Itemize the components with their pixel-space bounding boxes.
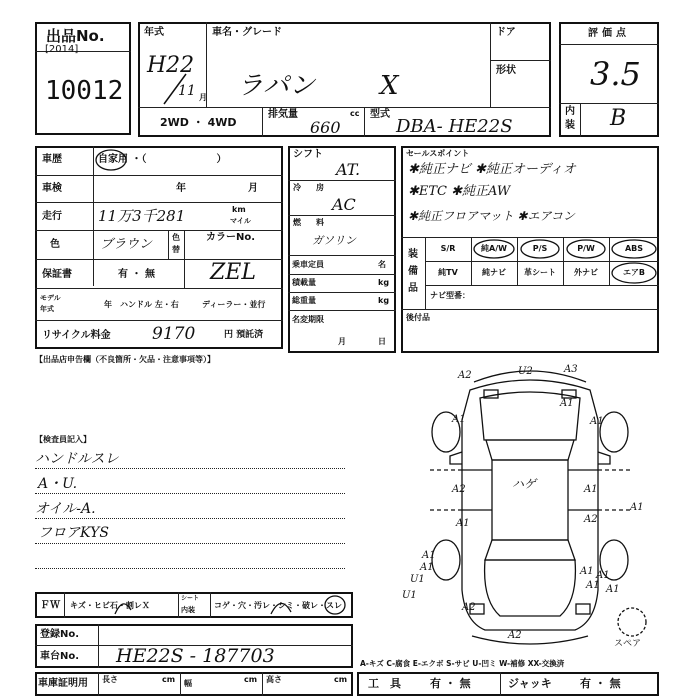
ac-label-1: 冷 bbox=[293, 183, 301, 192]
length-label: 長さ bbox=[102, 675, 118, 684]
score-value: 3.5 bbox=[590, 55, 641, 93]
cc-unit: cc bbox=[350, 109, 360, 118]
fw-label: ＦＷ bbox=[40, 600, 60, 611]
color-label: 色 bbox=[50, 239, 60, 250]
equip-ps: P/S bbox=[532, 244, 548, 253]
damage-mark: A1 bbox=[452, 414, 466, 425]
seat-label-2: 内装 bbox=[181, 606, 195, 614]
equip-abs: ABS bbox=[624, 244, 644, 253]
damage-mark: A1 bbox=[580, 566, 594, 577]
color-no-value: ZEL bbox=[210, 260, 256, 285]
equip-circle-marks bbox=[401, 237, 659, 285]
seat-items: コゲ・穴・汚レ・シミ・破レ・スレ bbox=[214, 601, 342, 610]
interior-label-1: 内 bbox=[565, 106, 575, 117]
equip-sr: S/R bbox=[440, 244, 456, 253]
period-month: 月 bbox=[338, 337, 346, 346]
damage-mark: A3 bbox=[564, 364, 578, 375]
damage-center-mark: ハゲ bbox=[512, 477, 537, 491]
fuel-label-1: 燃 bbox=[293, 218, 301, 227]
equip-label-2: 備 bbox=[408, 266, 418, 277]
chassis-label: 車台No. bbox=[40, 651, 80, 662]
inspector-label: 【検査員記入】 bbox=[35, 435, 91, 444]
gross-label: 総重量 bbox=[292, 296, 316, 305]
equip-airbag: エアB bbox=[622, 268, 646, 277]
recycle-value: 9170 bbox=[152, 324, 196, 344]
damage-mark: A1 bbox=[584, 484, 598, 495]
history-circle-mark bbox=[94, 148, 128, 172]
width-cm: cm bbox=[244, 675, 258, 684]
chassis-value: HE22S - 187703 bbox=[116, 645, 275, 667]
history-label: 車歴 bbox=[42, 154, 62, 165]
gross-unit: kg bbox=[378, 296, 390, 305]
length-cm: cm bbox=[162, 675, 176, 684]
fw-marks bbox=[35, 592, 353, 618]
jack-options: 有 ・ 無 bbox=[580, 677, 621, 690]
displacement-value: 660 bbox=[310, 118, 341, 137]
lot-year-tag: [2014] bbox=[45, 44, 79, 55]
inspector-note-1: ハンドルスレ bbox=[35, 451, 119, 467]
sales-line-3: ✱純正フロアマット ✱エアコン bbox=[408, 209, 575, 223]
equip-label-3: 品 bbox=[408, 283, 418, 294]
capacity-label: 乗車定員 bbox=[292, 260, 324, 269]
type-label: 型式 bbox=[370, 109, 390, 120]
height-label: 高さ bbox=[266, 675, 282, 684]
damage-mark: A1 bbox=[420, 562, 434, 573]
warranty-label: 保証書 bbox=[42, 269, 72, 280]
model-year-unit: 年 bbox=[104, 300, 112, 309]
interior-value: B bbox=[610, 106, 627, 131]
damage-mark: A2 bbox=[458, 370, 472, 381]
year-slash-mark bbox=[160, 72, 190, 106]
vehicle-box bbox=[35, 146, 283, 349]
reg-label: 登録No. bbox=[40, 629, 80, 640]
width-label: 幅 bbox=[184, 679, 192, 688]
after-parts-label: 後付品 bbox=[406, 313, 430, 322]
car-diagram bbox=[400, 360, 660, 650]
inspection-year-unit: 年 bbox=[176, 183, 186, 194]
damage-mark: A1 bbox=[630, 502, 644, 513]
shift-value: AT. bbox=[336, 160, 361, 179]
damage-mark: U2 bbox=[518, 366, 533, 377]
damage-mark: A2 bbox=[452, 484, 466, 495]
equip-navi: 純ナビ bbox=[482, 268, 506, 277]
type-value: DBA- HE22S bbox=[396, 116, 513, 137]
year-label: 年式 bbox=[144, 27, 164, 38]
navi-model-label: ナビ型番： bbox=[430, 291, 470, 300]
damage-mark: A1 bbox=[586, 580, 600, 591]
color-change-label-2: 替 bbox=[172, 245, 180, 254]
equip-leather: 革シート bbox=[524, 268, 556, 277]
sales-line-2: ✱ETC ✱純正AW bbox=[408, 184, 511, 199]
damage-mark: U1 bbox=[402, 590, 417, 601]
damage-mark: A1 bbox=[590, 416, 604, 427]
tools-options: 有 ・ 無 bbox=[430, 677, 471, 690]
fw-items: キズ・ヒビ石・割レＸ bbox=[70, 601, 150, 610]
equip-label-1: 装 bbox=[408, 249, 418, 260]
ac-value: AC bbox=[332, 195, 356, 214]
period-label: 名変期限 bbox=[292, 315, 324, 324]
shape-label: 形状 bbox=[496, 65, 516, 76]
color-no-label: カラーNo. bbox=[206, 232, 256, 243]
color-value: ブラウン bbox=[100, 237, 153, 252]
recycle-label: リサイクル料金 bbox=[42, 330, 111, 341]
ac-label-2: 房 bbox=[316, 183, 324, 192]
color-change-label-1: 色 bbox=[172, 233, 180, 242]
inspector-note-4: フロアKYS bbox=[38, 525, 109, 541]
seat-label-1: シート bbox=[181, 595, 200, 602]
equip-pw: P/W bbox=[577, 244, 595, 253]
year-value: H22 bbox=[147, 53, 195, 78]
damage-mark: A1 bbox=[560, 398, 574, 409]
interior-label-2: 装 bbox=[565, 120, 575, 131]
warranty-options: 有 ・ 無 bbox=[118, 269, 155, 280]
fuel-label-2: 料 bbox=[316, 218, 324, 227]
fuel-value: ガソリン bbox=[312, 234, 356, 247]
damage-mark: A2 bbox=[462, 602, 476, 613]
score-label: 評価点 bbox=[588, 28, 630, 39]
equip-ext-navi: 外ナビ bbox=[574, 268, 598, 277]
damage-mark: A1 bbox=[606, 584, 620, 595]
equip-tv: 純TV bbox=[438, 268, 458, 277]
period-day: 日 bbox=[378, 337, 386, 346]
spare-label: スペア bbox=[614, 639, 642, 649]
inspection-month-unit: 月 bbox=[248, 183, 258, 194]
damage-mark: A2 bbox=[508, 630, 522, 641]
model-label: 車名・グレード bbox=[212, 27, 282, 38]
damage-mark: A1 bbox=[596, 570, 610, 581]
drive-label: 2WD ・ 4WD bbox=[160, 116, 237, 129]
mileage-value: 11万3千281 bbox=[98, 207, 186, 225]
damage-mark: A1 bbox=[422, 550, 436, 561]
dealer-label: ディーラー・並行 bbox=[202, 300, 266, 309]
sales-line-1: ✱純正ナビ ✱純正オーディオ bbox=[408, 162, 576, 177]
seller-report-label: 【出品店申告欄（不良箇所・欠品・注意事項等）】 bbox=[35, 355, 215, 364]
inspection-label: 車検 bbox=[42, 183, 62, 194]
height-cm: cm bbox=[334, 675, 348, 684]
month-label: 月 bbox=[199, 93, 207, 102]
history-options: 自家用 ・（ ） bbox=[98, 154, 227, 165]
damage-mark: A1 bbox=[456, 518, 470, 529]
capacity-unit: 名 bbox=[378, 260, 386, 269]
model-year-label-1: モデル bbox=[40, 294, 61, 302]
grade-value: X bbox=[380, 71, 399, 101]
shift-label: シフト bbox=[293, 149, 323, 160]
km-unit: km bbox=[232, 205, 246, 214]
handle-label: ハンドル 左・右 bbox=[120, 300, 179, 309]
mile-unit: マイル bbox=[230, 217, 251, 225]
damage-mark: U1 bbox=[410, 574, 425, 585]
month-value: 11 bbox=[178, 83, 196, 99]
model-value: ラパン bbox=[237, 71, 316, 101]
model-year-label-2: 年式 bbox=[40, 305, 54, 313]
displacement-label: 排気量 bbox=[268, 109, 298, 120]
damage-mark: A2 bbox=[584, 514, 598, 525]
door-label: ドア bbox=[496, 27, 516, 38]
load-label: 積載量 bbox=[292, 278, 316, 287]
cert-label: 車庫証明用 bbox=[38, 678, 88, 689]
damage-legend: A-キズ C-腐食 E-エクボ S-サビ U-凹ミ W-補修 XX-交換済 bbox=[360, 659, 565, 668]
lot-title: 出品No. bbox=[46, 27, 105, 45]
lot-number: 10012 bbox=[45, 76, 124, 106]
inspector-note-3: オイル-A. bbox=[35, 501, 96, 517]
load-unit: kg bbox=[378, 278, 390, 287]
jack-label: ジャッキ bbox=[508, 677, 552, 690]
tools-label: 工 具 bbox=[368, 677, 401, 690]
sales-label: セールスポイント bbox=[406, 149, 470, 158]
recycle-unit: 円 預託済 bbox=[224, 330, 264, 340]
equip-aw: 純A/W bbox=[481, 244, 507, 253]
inspector-note-2: A・U. bbox=[38, 476, 78, 492]
mileage-label: 走行 bbox=[42, 211, 62, 222]
